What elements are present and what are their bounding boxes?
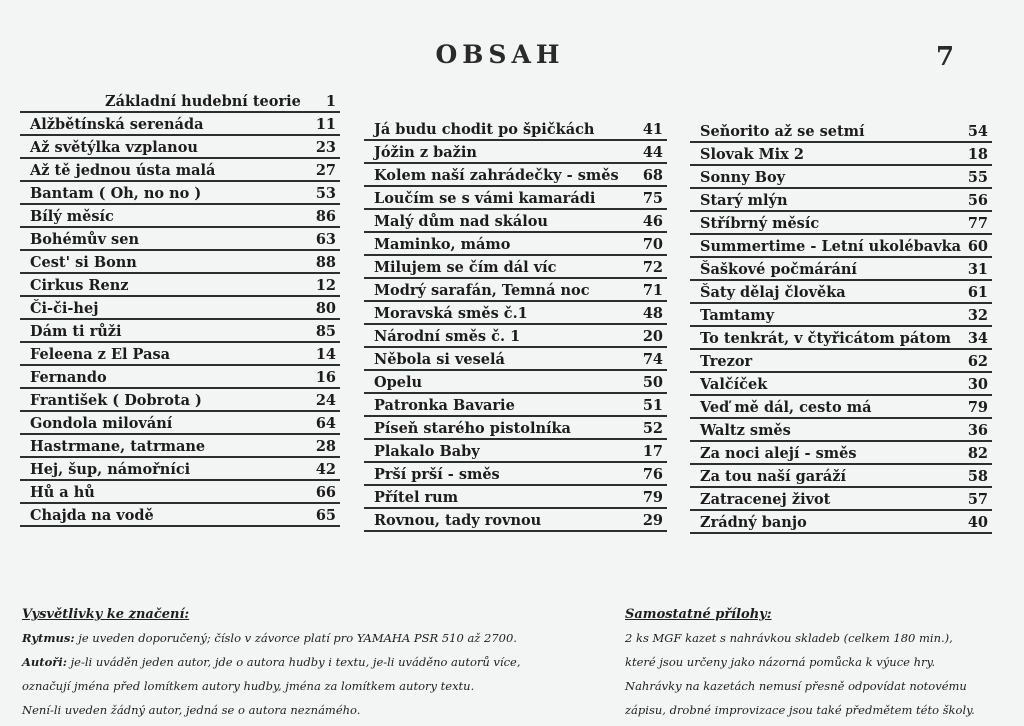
toc-entry <box>690 304 992 327</box>
toc-entry-title: Fernando <box>30 369 107 386</box>
toc-entry-title: Až tě jednou ústa malá <box>30 162 216 179</box>
toc-entry <box>364 463 667 486</box>
toc-entry-page: 71 <box>642 282 663 299</box>
toc-entry-page: 28 <box>315 438 336 455</box>
toc-entry-title: Hej, šup, námořníci <box>30 461 191 478</box>
toc-entry-title: Základní hudební teorie <box>105 93 301 110</box>
legend-line <box>22 698 602 722</box>
toc-entry <box>690 166 992 189</box>
toc-entry-page: 16 <box>315 369 336 386</box>
legend-line-label: Rytmus: <box>22 631 75 645</box>
toc-entry-title: Za noci alejí - směs <box>700 445 857 462</box>
toc-entry-page: 75 <box>642 190 663 207</box>
toc-entry-page: 1 <box>325 93 336 110</box>
toc-entry-title: Gondola milování <box>30 415 173 432</box>
toc-entry-title: Či-či-hej <box>30 300 99 317</box>
toc-entry <box>364 164 667 187</box>
toc-entry-page: 55 <box>967 169 988 186</box>
toc-entry <box>364 302 667 325</box>
attachments-line: které jsou určeny jako názorná pomůcka k výuce hry. <box>625 655 936 669</box>
toc-column-3 <box>690 120 992 534</box>
toc-entry <box>20 228 340 251</box>
toc-entry-page: 64 <box>315 415 336 432</box>
toc-entry <box>690 189 992 212</box>
toc-entry-title: Kolem naší zahrádečky - směs <box>374 167 619 184</box>
legend-line-text: Není-li uveden žádný autor, jedná se o autora neznámého. <box>22 703 361 717</box>
page-title: OBSAH <box>435 40 565 69</box>
legend-line-text: je uveden doporučený; číslo v závorce platí pro YAMAHA PSR 510 až 2700. <box>74 631 517 645</box>
toc-entry <box>20 274 340 297</box>
toc-entry-page: 65 <box>315 507 336 524</box>
toc-entry <box>364 348 667 371</box>
toc-entry-page: 29 <box>642 512 663 529</box>
toc-entry <box>20 412 340 435</box>
toc-entry-title: Starý mlýn <box>700 192 788 209</box>
attachments-line: Nahrávky na kazetách nemusí přesně odpovídat notovému <box>625 679 967 693</box>
toc-entry-title: Bílý měsíc <box>30 208 114 225</box>
toc-entry-page: 66 <box>315 484 336 501</box>
toc-entry <box>20 458 340 481</box>
toc-entry-title: Malý dům nad skálou <box>374 213 548 230</box>
toc-entry-title: Píseň starého pistolníka <box>374 420 571 437</box>
toc-entry-page: 12 <box>315 277 336 294</box>
toc-entry <box>690 212 992 235</box>
legend-heading: Vysvětlivky ke značení: <box>22 607 190 622</box>
toc-entry <box>20 481 340 504</box>
toc-entry-title: Stříbrný měsíc <box>700 215 820 232</box>
toc-entry-title: To tenkrát, v čtyřicátom pátom <box>700 330 951 347</box>
toc-entry-title: Hastrmane, tatrmane <box>30 438 206 455</box>
toc-entry <box>364 233 667 256</box>
toc-entry-title: Sonny Boy <box>700 169 786 186</box>
attachments-heading: Samostatné přílohy: <box>625 607 772 622</box>
toc-entry <box>364 141 667 164</box>
toc-entry-title: Národní směs č. 1 <box>374 328 521 345</box>
toc-entry-page: 86 <box>315 208 336 225</box>
toc-entry-page: 30 <box>967 376 988 393</box>
toc-entry-page: 72 <box>642 259 663 276</box>
toc-entry-title: Moravská směs č.1 <box>374 305 528 322</box>
toc-entry-page: 11 <box>315 116 336 133</box>
attachments-line: zápisu, drobné improvizace jsou také předmětem této školy. <box>625 703 975 717</box>
toc-entry-page: 74 <box>642 351 663 368</box>
toc-entry-title: Opelu <box>374 374 423 391</box>
page-number: 7 <box>936 42 955 72</box>
toc-entry-page: 62 <box>967 353 988 370</box>
toc-entry-title: Jóžin z bažin <box>374 144 477 161</box>
toc-entry-page: 23 <box>315 139 336 156</box>
toc-entry-page: 48 <box>642 305 663 322</box>
toc-entry <box>364 279 667 302</box>
legend-line <box>22 650 602 674</box>
toc-entry-page: 76 <box>642 466 663 483</box>
toc-entry <box>364 256 667 279</box>
toc-entry <box>20 251 340 274</box>
toc-entry <box>690 488 992 511</box>
toc-entry <box>20 320 340 343</box>
toc-column-1 <box>20 90 340 527</box>
toc-entry <box>20 136 340 159</box>
toc-entry-page: 80 <box>315 300 336 317</box>
toc-entry-title: Summertime - Letní ukolébavka <box>700 238 962 255</box>
toc-entry <box>20 366 340 389</box>
toc-entry-title: Plakalo Baby <box>374 443 480 460</box>
legend-line-label: Autoři: <box>22 655 67 669</box>
toc-entry-title: Modrý sarafán, Temná noc <box>374 282 590 299</box>
toc-entry <box>690 281 992 304</box>
toc-entry <box>20 205 340 228</box>
toc-entry-title: Rovnou, tady rovnou <box>374 512 542 529</box>
toc-entry-page: 46 <box>642 213 663 230</box>
toc-entry <box>690 350 992 373</box>
toc-entry-title: Feleena z El Pasa <box>30 346 171 363</box>
legend-line <box>22 626 602 650</box>
toc-entry <box>364 371 667 394</box>
toc-entry-page: 34 <box>967 330 988 347</box>
toc-entry-title: Cirkus Renz <box>30 277 129 294</box>
toc-entry <box>690 373 992 396</box>
toc-entry-page: 58 <box>967 468 988 485</box>
toc-entry <box>364 486 667 509</box>
toc-entry <box>20 90 340 113</box>
toc-entry <box>364 417 667 440</box>
toc-entry-page: 57 <box>967 491 988 508</box>
toc-entry <box>690 419 992 442</box>
legend-line-text: je-li uváděn jeden autor, jde o autora hudby i textu, je-li uváděno autorů více, <box>66 655 521 669</box>
toc-entry-title: Až světýlka vzplanou <box>30 139 198 156</box>
toc-column-2 <box>364 118 667 532</box>
toc-entry-page: 18 <box>967 146 988 163</box>
toc-entry <box>20 435 340 458</box>
toc-entry <box>364 509 667 532</box>
toc-entry <box>690 327 992 350</box>
toc-entry-page: 61 <box>967 284 988 301</box>
toc-entry-title: Milujem se čím dál víc <box>374 259 557 276</box>
toc-entry-page: 44 <box>642 144 663 161</box>
toc-entry <box>690 258 992 281</box>
legend-notes <box>22 604 602 722</box>
toc-entry-title: Valčíček <box>700 376 768 393</box>
toc-entry <box>364 187 667 210</box>
toc-entry-title: Alžbětínská serenáda <box>30 116 204 133</box>
toc-entry <box>690 465 992 488</box>
toc-entry <box>20 159 340 182</box>
attachments-notes <box>625 604 1005 722</box>
toc-entry-page: 53 <box>315 185 336 202</box>
toc-entry-title: Seňorito až se setmí <box>700 123 865 140</box>
toc-entry-title: Přítel rum <box>374 489 459 506</box>
toc-entry-title: Já budu chodit po špičkách <box>374 121 595 138</box>
attachments-line: 2 ks MGF kazet s nahrávkou skladeb (celkem 180 min.), <box>625 631 953 645</box>
toc-entry-title: Šaškové počmárání <box>700 261 857 278</box>
toc-entry-page: 17 <box>642 443 663 460</box>
toc-entry-page: 31 <box>967 261 988 278</box>
toc-entry <box>690 396 992 419</box>
toc-entry-title: Zatracenej život <box>700 491 831 508</box>
toc-entry-page: 63 <box>315 231 336 248</box>
legend-line-text: označují jména před lomítkem autory hudby, jména za lomítkem autory textu. <box>22 679 475 693</box>
toc-entry-page: 14 <box>315 346 336 363</box>
toc-entry <box>20 113 340 136</box>
toc-entry-page: 32 <box>967 307 988 324</box>
toc-entry-page: 40 <box>967 514 988 531</box>
toc-entry <box>20 182 340 205</box>
toc-entry <box>364 394 667 417</box>
toc-entry-title: Cest' si Bonn <box>30 254 137 271</box>
toc-entry-page: 77 <box>967 215 988 232</box>
toc-entry-page: 54 <box>967 123 988 140</box>
toc-entry-title: Maminko, mámo <box>374 236 511 253</box>
toc-entry <box>364 118 667 141</box>
toc-entry <box>690 143 992 166</box>
toc-entry <box>690 235 992 258</box>
toc-entry-title: Hů a hů <box>30 484 95 501</box>
toc-entry-page: 68 <box>642 167 663 184</box>
toc-entry-title: František ( Dobrota ) <box>30 392 202 409</box>
toc-entry-page: 52 <box>642 420 663 437</box>
toc-entry-title: Dám ti růži <box>30 323 122 340</box>
toc-entry <box>20 389 340 412</box>
toc-entry-title: Šaty dělaj člověka <box>700 284 846 301</box>
toc-entry-page: 82 <box>967 445 988 462</box>
legend-line <box>22 674 602 698</box>
toc-entry-title: Za tou naší garáží <box>700 468 846 485</box>
toc-entry <box>690 442 992 465</box>
toc-entry-page: 56 <box>967 192 988 209</box>
toc-entry-page: 50 <box>642 374 663 391</box>
toc-entry-page: 51 <box>642 397 663 414</box>
toc-entry-page: 41 <box>642 121 663 138</box>
toc-entry-title: Bantam ( Oh, no no ) <box>30 185 202 202</box>
toc-entry-title: Veď mě dál, cesto má <box>700 399 872 416</box>
toc-entry-page: 88 <box>315 254 336 271</box>
toc-entry-page: 42 <box>315 461 336 478</box>
toc-entry <box>364 440 667 463</box>
toc-entry-title: Loučím se s vámi kamarádi <box>374 190 596 207</box>
toc-entry-title: Patronka Bavarie <box>374 397 515 414</box>
toc-entry <box>20 297 340 320</box>
toc-entry-page: 79 <box>642 489 663 506</box>
toc-entry-title: Něbola si veselá <box>374 351 505 368</box>
toc-entry <box>364 210 667 233</box>
toc-entry-title: Zrádný banjo <box>700 514 807 531</box>
toc-entry <box>20 504 340 527</box>
toc-entry <box>364 325 667 348</box>
toc-entry-title: Slovak Mix 2 <box>700 146 804 163</box>
toc-entry <box>690 120 992 143</box>
toc-entry-title: Prší prší - směs <box>374 466 500 483</box>
toc-entry-title: Tamtamy <box>700 307 775 324</box>
toc-entry-title: Trezor <box>700 353 753 370</box>
toc-entry-page: 36 <box>967 422 988 439</box>
toc-entry <box>690 511 992 534</box>
toc-entry-page: 20 <box>642 328 663 345</box>
toc-entry-page: 85 <box>315 323 336 340</box>
toc-entry-page: 24 <box>315 392 336 409</box>
toc-entry <box>20 343 340 366</box>
toc-entry-page: 60 <box>967 238 988 255</box>
toc-entry-title: Chajda na vodě <box>30 507 154 524</box>
toc-entry-title: Bohémův sen <box>30 231 139 248</box>
toc-entry-page: 27 <box>315 162 336 179</box>
toc-entry-title: Waltz směs <box>700 422 791 439</box>
toc-entry-page: 70 <box>642 236 663 253</box>
toc-entry-page: 79 <box>967 399 988 416</box>
